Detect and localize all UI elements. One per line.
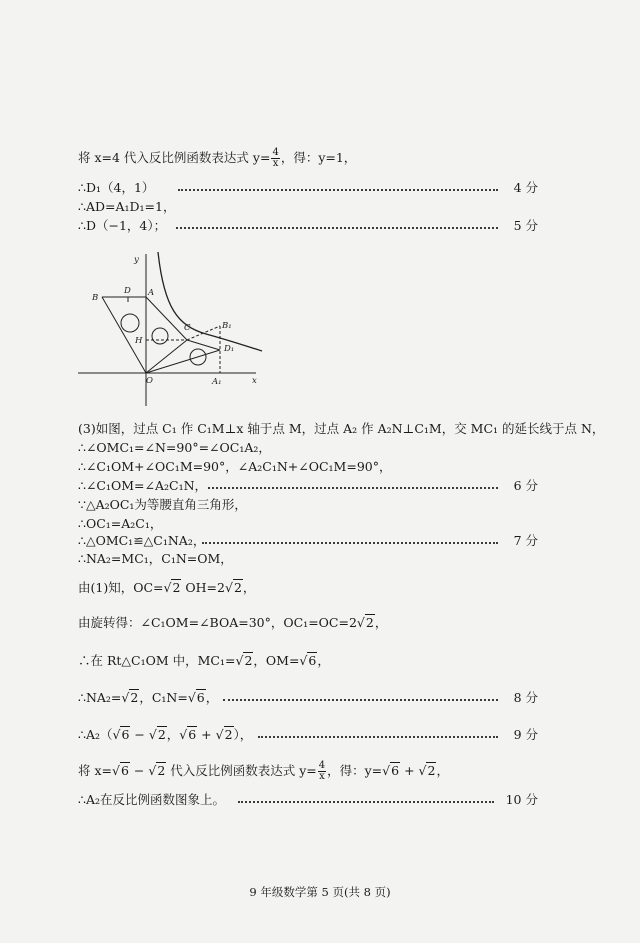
line-text: ∴AD=A₁D₁=1， xyxy=(78,199,176,214)
dot-leader xyxy=(223,699,498,701)
label-x: x xyxy=(252,376,257,386)
line-substitute-x4 xyxy=(78,148,538,169)
line-substitute-a2: 将 x=√6 − √2 代入反比例函数表达式 y= $\frac{4}{x}$ ，得：y=√6 + √2， xyxy=(78,760,449,782)
sqrt: √6 xyxy=(299,653,317,668)
line-text: ∴NA₂=MC₁，C₁N=OM， xyxy=(78,551,233,566)
segment-od1 xyxy=(146,350,220,373)
score-mark: 9 分 xyxy=(510,726,538,744)
hyperbola-curve xyxy=(158,252,262,351)
score-mark: 8 分 xyxy=(510,689,538,707)
segment-cd1 xyxy=(187,340,220,350)
sqrt: √6 xyxy=(112,727,130,742)
score-mark: 5 分 xyxy=(510,217,538,235)
label-c: C xyxy=(184,323,191,333)
sqrt: √6 xyxy=(187,690,205,705)
label-y: y xyxy=(134,255,139,265)
fraction: $\frac{4}{x}$ xyxy=(272,147,279,169)
label-a: A xyxy=(148,288,155,298)
score-mark: 4 分 xyxy=(510,179,538,197)
dot-leader xyxy=(208,487,498,489)
triangle-boa xyxy=(102,297,146,373)
line-text: ∴∠C₁OM+∠OC₁M=90°，∠A₂C₁N+∠OC₁M=90°， xyxy=(78,459,392,474)
line-text: ∴∠C₁OM=∠A₂C₁N， xyxy=(78,478,208,493)
label-o: O xyxy=(146,376,153,386)
score-mark: 7 分 xyxy=(510,532,538,550)
circle-1 xyxy=(121,314,139,332)
sqrt: √2 xyxy=(148,763,166,778)
sqrt: √2 xyxy=(215,727,233,742)
dot-leader xyxy=(176,227,498,229)
geometry-figure xyxy=(78,248,268,408)
sqrt: √6 xyxy=(179,727,197,742)
sqrt: √2 xyxy=(418,763,436,778)
label-d: D xyxy=(124,286,131,296)
line-text: ∴NA₂=√2，C₁N=√6， xyxy=(78,690,219,705)
dot-leader xyxy=(178,189,498,191)
line-right-triangle: ∴在 Rt△C₁OM 中，MC₁=√2，OM=√6， xyxy=(78,653,330,668)
label-d1: D₁ xyxy=(224,344,235,354)
line-text: ∴△OMC₁≌△C₁NA₂， xyxy=(78,533,206,548)
sqrt: √6 xyxy=(112,763,129,778)
sqrt: √2 xyxy=(235,653,253,668)
label-b1: B₁ xyxy=(222,321,232,331)
label-b: B xyxy=(92,293,99,303)
page-footer: 9 年级数学第 5 页(共 8 页) xyxy=(249,885,391,899)
line-text: (3)如图，过点 C₁ 作 C₁M⊥x 轴于点 M，过点 A₂ 作 A₂N⊥C₁M，交 MC₁ 的延长线于点 N， xyxy=(78,421,605,436)
sqrt: √2 xyxy=(163,580,181,595)
line-rotation: 由旋转得：∠C₁OM=∠BOA=30°，OC₁=OC=2√2， xyxy=(78,615,388,630)
label-h: H xyxy=(135,336,143,346)
line-text: ∴∠OMC₁=∠N=90°=∠OC₁A₂， xyxy=(78,440,271,455)
line-text: ∴A₂（√6 − √2，√6 + √2）， xyxy=(78,727,253,742)
line-text: ∴D₁（4，1） xyxy=(78,180,155,195)
line-text: ，得：y=1， xyxy=(280,150,357,165)
dot-leader xyxy=(258,736,498,738)
score-mark: 6 分 xyxy=(510,477,538,495)
sqrt: √6 xyxy=(382,763,400,778)
score-mark: 10 分 xyxy=(502,791,538,809)
line-from-part1: 由(1)知，OC=√2 OH=2√2， xyxy=(78,580,256,595)
label-a1: A₁ xyxy=(212,377,222,387)
fraction: $\frac{4}{x}$ xyxy=(318,760,326,782)
line-text: ∴OC₁=A₂C₁， xyxy=(78,516,163,531)
sqrt: √2 xyxy=(224,580,242,595)
line-text: ∴D（−1，4）； xyxy=(78,218,167,233)
sqrt: √2 xyxy=(356,615,374,630)
line-text: 将 x=4 代入反比例函数表达式 y= xyxy=(78,150,271,165)
sqrt: √2 xyxy=(148,727,166,742)
sqrt: √2 xyxy=(121,690,139,705)
line-text: ∵△A₂OC₁为等腰直角三角形， xyxy=(78,497,247,512)
dot-leader xyxy=(238,801,494,803)
circle-2 xyxy=(152,328,168,344)
segment-oc xyxy=(146,340,187,373)
dot-leader xyxy=(202,542,498,544)
line-text: ∴A₂在反比例函数图象上。 xyxy=(78,792,225,807)
